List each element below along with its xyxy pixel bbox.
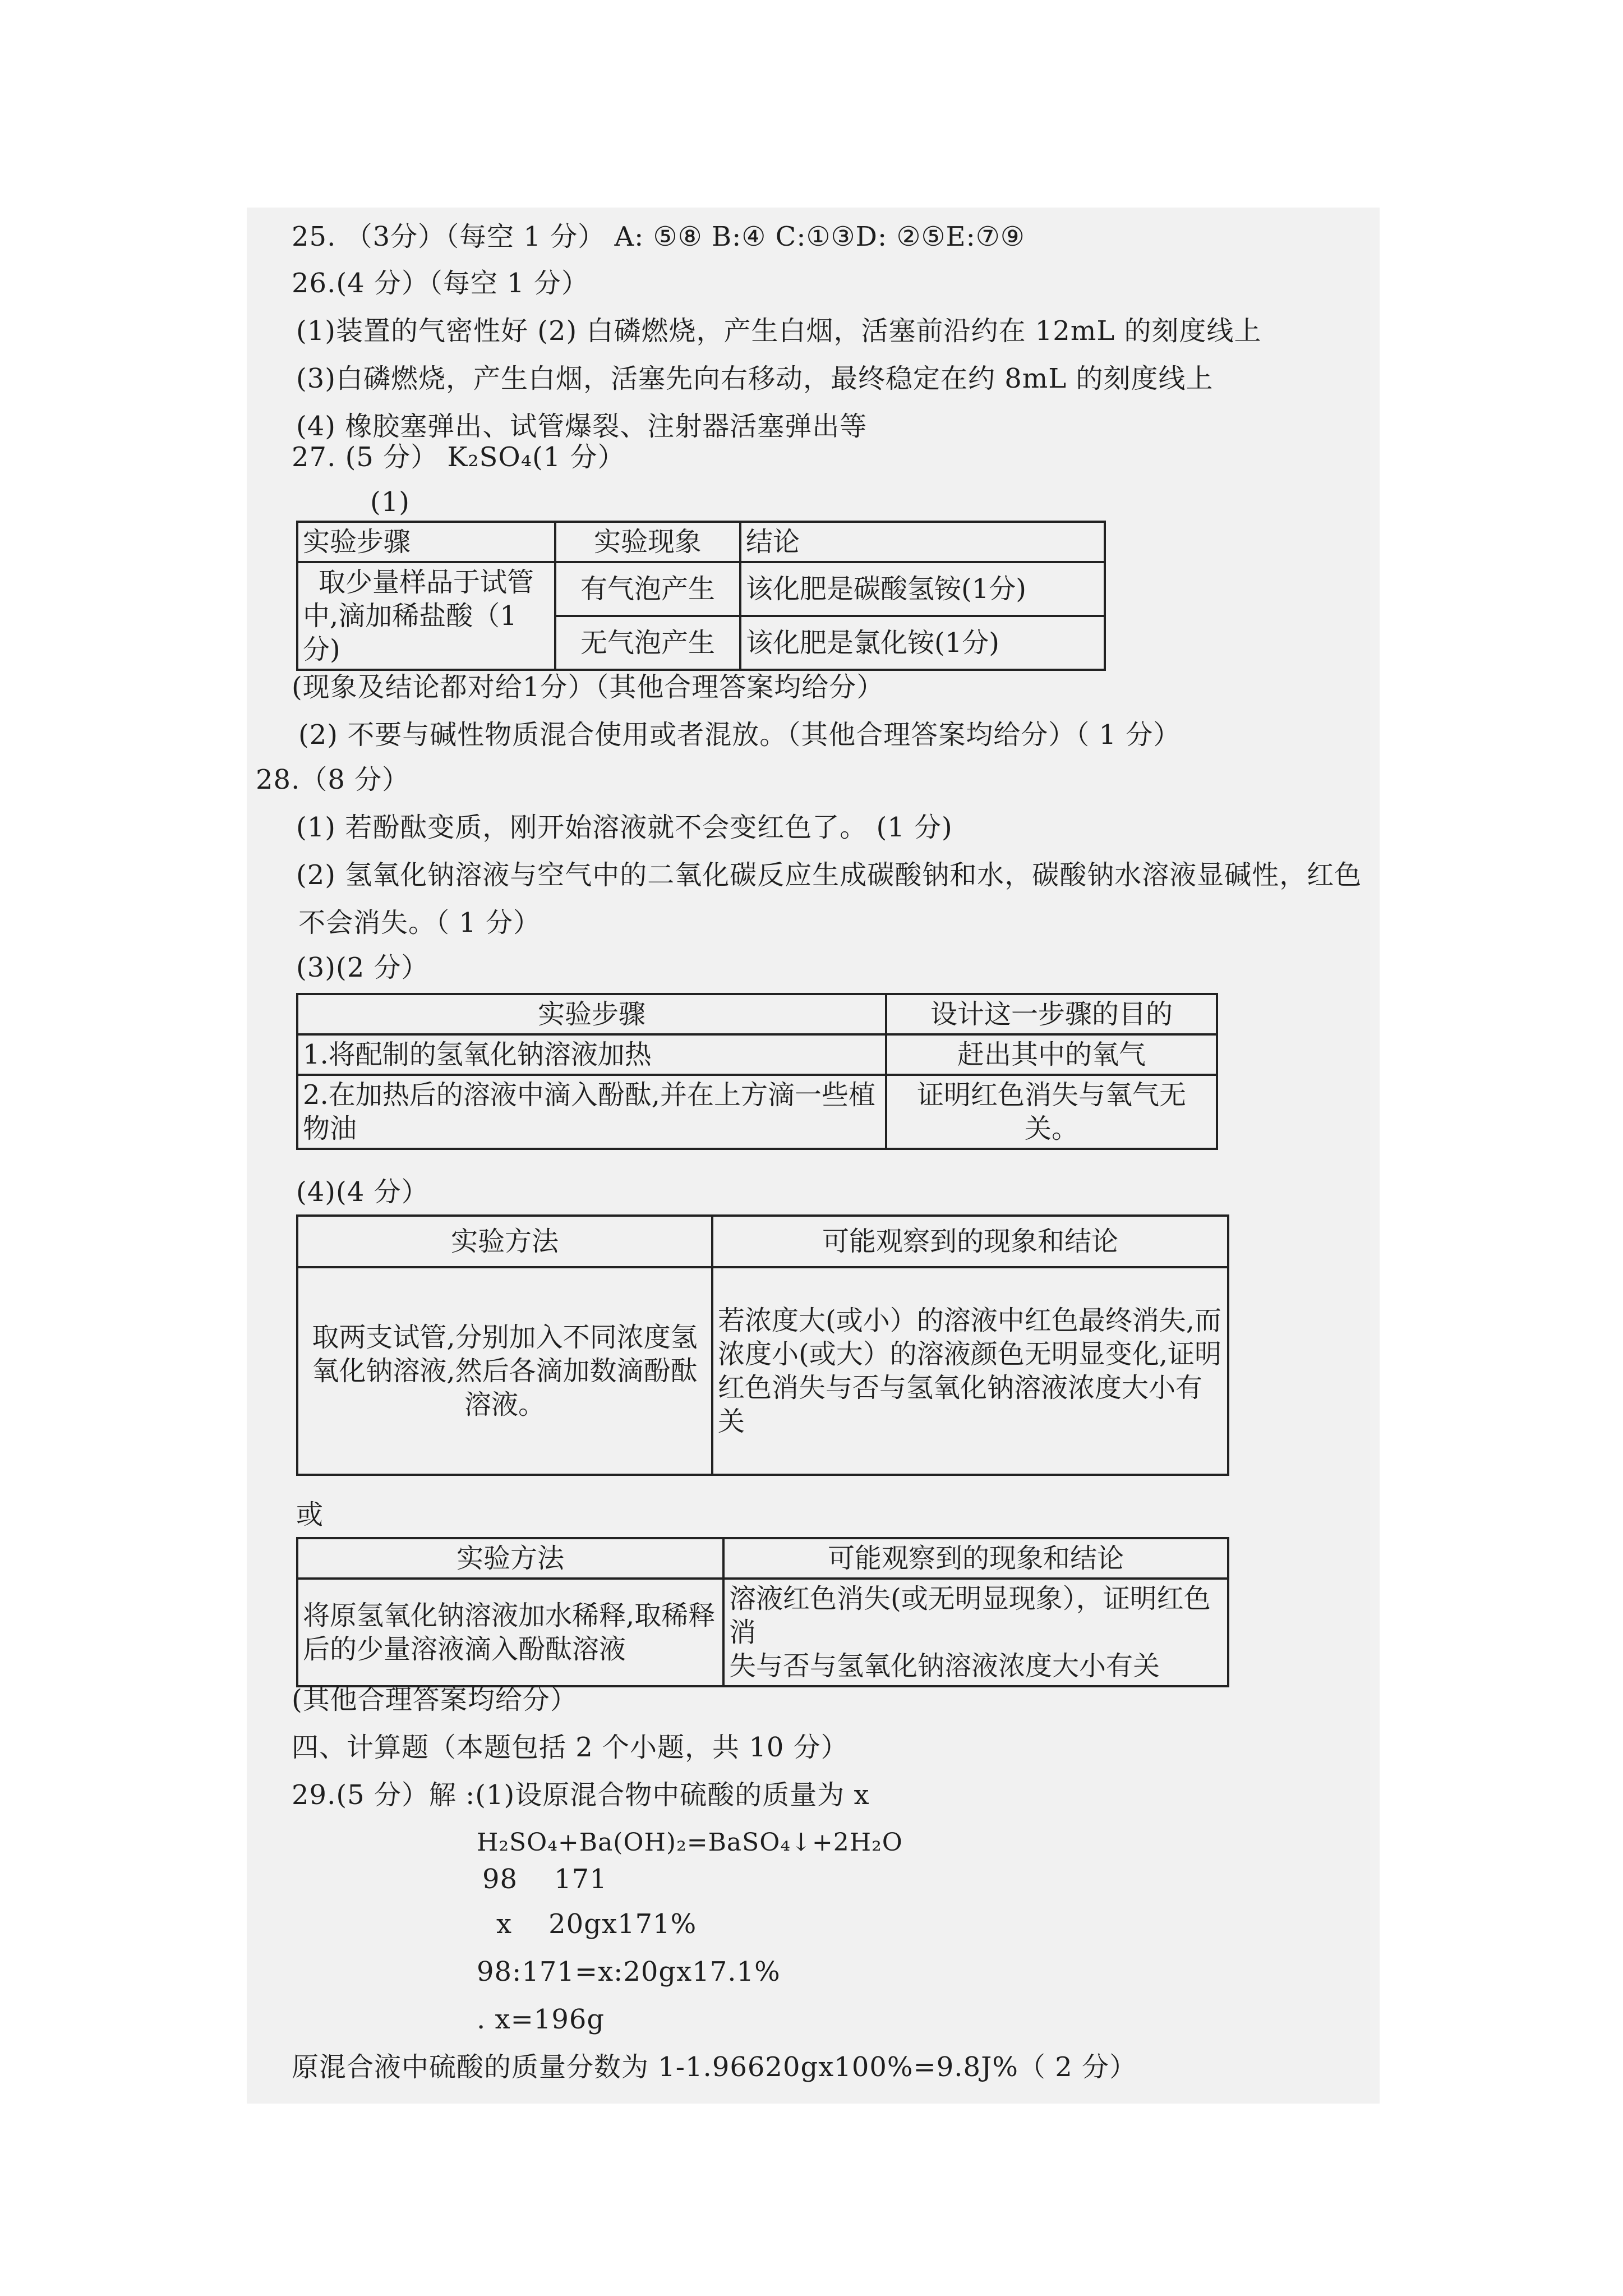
method-line: 取两支试管,分别加入不同浓度氢 [312, 1322, 698, 1353]
conclusion-cell: 该化肥是碳酸氢铵(1分) [740, 562, 1105, 616]
step-line: 取少量样品于试管 [318, 567, 534, 598]
q26-line-3: (4) 橡胶塞弹出、试管爆裂、注射器活塞弹出等 [296, 411, 868, 442]
result-line: 失与否与氢氧化钠溶液浓度大小有关 [729, 1650, 1160, 1682]
step-cell [297, 1075, 886, 1149]
q28-alt-method-table [296, 1537, 1229, 1687]
result-line: 若浓度大(或小）的溶液中红色最终消失,而 [718, 1305, 1221, 1336]
conclusion-cell: 该化肥是氯化铵(1分) [740, 616, 1105, 670]
q29-result: 原混合液中硫酸的质量分数为 1-1.96620gx100%=9.8J%（ 2 分） [292, 2051, 1137, 2083]
step-cell: 1.将配制的氢氧化钠溶液加热 [297, 1034, 886, 1075]
q28-sub-4: (4)(4 分） [296, 1176, 429, 1208]
step-cell [297, 562, 555, 670]
table-header-row [297, 522, 1105, 562]
q28-heading: 28.（8 分） [256, 764, 410, 795]
table-header-cell: 结论 [740, 522, 1105, 562]
q27-table [296, 521, 1106, 671]
q29-ratio: 98:171=x:20gx17.1% [477, 1956, 781, 1987]
method-line: 将原氢氧化钠溶液加水稀释,取稀释 [303, 1600, 716, 1631]
method-line: 溶液。 [464, 1389, 545, 1420]
q28-step-table [296, 993, 1218, 1150]
q28-sub-3: (3)(2 分） [296, 952, 429, 983]
q26-heading: 26.(4 分）（每空 1 分） [292, 268, 589, 299]
method-line: 后的少量溶液滴入酚酞溶液 [303, 1634, 626, 1665]
method-cell [297, 1267, 712, 1475]
table-row [297, 562, 1105, 616]
method-cell [297, 1579, 723, 1686]
step-line: 物油 [303, 1113, 357, 1144]
table-header-cell: 实验步骤 [297, 522, 555, 562]
table-header-row [297, 994, 1217, 1034]
purpose-cell: 证明红色消失与氧气无关。 [886, 1075, 1217, 1149]
table-row [297, 1034, 1217, 1075]
or-label: 或 [296, 1499, 324, 1530]
q27-sub-1: (1) [370, 486, 410, 518]
result-cell [723, 1579, 1228, 1686]
q28-note: (其他合理答案均给分） [292, 1684, 578, 1715]
q25-answer: 25. （3分）（每空 1 分） A: ⑤⑧ B:④ C:①③D: ②⑤E:⑦⑨ [292, 221, 1025, 252]
q27-note: (现象及结论都对给1分）（其他合理答案均给分） [292, 671, 884, 703]
step-line: 2.在加热后的溶液中滴入酚酞,并在上方滴一些植 [303, 1079, 876, 1111]
q29-equation: H₂SO₄+Ba(OH)₂=BaSO₄↓+2H₂O [477, 1828, 903, 1857]
scanned-page [247, 208, 1380, 2104]
table-header-cell: 可能观察到的现象和结论 [712, 1216, 1228, 1267]
table-row [297, 1267, 1228, 1475]
q26-line-2: (3)白磷燃烧，产生白烟，活塞先向右移动，最终稳定在约 8mL 的刻度线上 [296, 363, 1214, 394]
q28-line-2b: 不会消失。（ 1 分） [298, 907, 541, 938]
step-line: 中,滴加稀盐酸（1分) [303, 600, 517, 665]
q28-method-table [296, 1214, 1229, 1476]
q28-line-1: (1) 若酚酞变质，刚开始溶液就不会变红色了。 (1 分) [296, 812, 953, 843]
q27-line-2: (2) 不要与碱性物质混合使用或者混放。（其他合理答案均给分）（ 1 分） [298, 719, 1181, 751]
q27-heading: 27. (5 分） K₂SO₄(1 分） [292, 441, 625, 473]
table-header-cell: 实验现象 [555, 522, 740, 562]
table-header-cell: 可能观察到的现象和结论 [723, 1538, 1228, 1579]
q26-line-1: (1)装置的气密性好 (2) 白磷燃烧，产生白烟，活塞前沿约在 12mL 的刻度线上 [296, 315, 1262, 347]
phenomenon-cell: 有气泡产生 [555, 562, 740, 616]
result-line: 红色消失与否与氢氧化钠溶液浓度大小有关 [718, 1372, 1203, 1437]
table-row [297, 1579, 1228, 1686]
q28-line-2a: (2) 氢氧化钠溶液与空气中的二氧化碳反应生成碳酸钠和水，碳酸钠水溶液显碱性，红色 [296, 859, 1362, 891]
purpose-cell: 赶出其中的氧气 [886, 1034, 1217, 1075]
table-header-cell: 实验步骤 [297, 994, 886, 1034]
q29-heading: 29.(5 分）解 :(1)设原混合物中硫酸的质量为 x [292, 1779, 870, 1811]
result-cell [712, 1267, 1228, 1475]
table-header-row [297, 1538, 1228, 1579]
table-header-cell: 实验方法 [297, 1538, 723, 1579]
result-line: 浓度小(或大）的溶液颜色无明显变化,证明 [718, 1338, 1221, 1370]
table-header-row [297, 1216, 1228, 1267]
method-line: 氧化钠溶液,然后各滴加数滴酚酞 [312, 1355, 698, 1387]
table-header-cell: 设计这一步骤的目的 [886, 994, 1217, 1034]
q29-x-value: . x=196g [477, 2004, 605, 2035]
result-line: 溶液红色消失(或无明显现象），证明红色消 [729, 1583, 1211, 1648]
phenomenon-cell: 无气泡产生 [555, 616, 740, 670]
table-header-cell: 实验方法 [297, 1216, 712, 1267]
q29-molar-masses: 98 171 [482, 1864, 607, 1895]
section-4-heading: 四、计算题（本题包括 2 个小题，共 10 分） [292, 1732, 849, 1763]
q29-quantities: x 20gx171% [496, 1908, 697, 1940]
table-row [297, 1075, 1217, 1149]
